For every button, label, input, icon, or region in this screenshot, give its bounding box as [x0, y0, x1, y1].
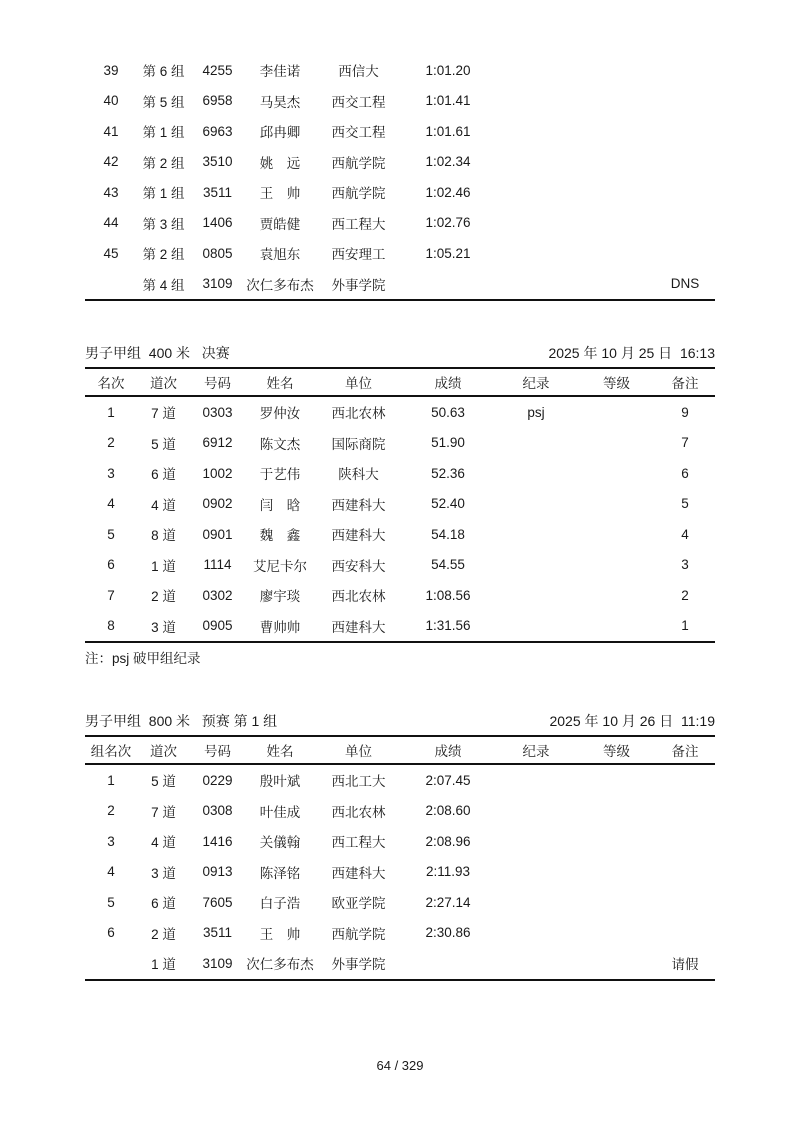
remark-cell: 1	[681, 618, 689, 634]
col-unit: 单位	[315, 737, 402, 764]
rank-cell: 42	[103, 154, 119, 170]
table-row	[85, 550, 715, 581]
result-cell: 2:08.96	[425, 833, 471, 849]
table-row	[85, 796, 715, 827]
record-cell	[494, 918, 578, 949]
unit-cell: 西北农林	[331, 406, 386, 422]
col-record: 纪录	[494, 369, 578, 396]
unit-cell: 西建科大	[331, 619, 386, 635]
result-cell: 1:02.76	[425, 215, 471, 231]
record-cell	[494, 489, 578, 520]
table-row	[85, 918, 715, 949]
heat-group-cell: 第 1 组	[142, 125, 185, 141]
rank-cell: 3	[107, 465, 115, 481]
record-cell	[494, 550, 578, 581]
lane-cell: 3 道	[151, 619, 176, 635]
remark-cell	[655, 55, 715, 86]
bib-cell: 0229	[202, 772, 233, 788]
unit-cell: 外事学院	[331, 277, 386, 293]
grade-cell	[578, 458, 655, 489]
rank-cell: 1	[107, 404, 115, 420]
remark-cell	[655, 116, 715, 147]
table-row	[85, 857, 715, 888]
bib-cell: 0913	[202, 864, 233, 880]
col-lane: 道次	[137, 737, 190, 764]
result-cell: 1:02.46	[425, 184, 471, 200]
table-row	[85, 55, 715, 86]
grade-cell	[578, 519, 655, 550]
heat-group-cell: 第 3 组	[142, 216, 185, 232]
record-cell	[494, 147, 578, 178]
grade-cell	[578, 269, 655, 301]
grade-cell	[578, 428, 655, 459]
table-header	[85, 369, 715, 396]
results-table-400m	[85, 369, 715, 643]
unit-cell: 欧亚学院	[331, 896, 386, 912]
col-bib: 号码	[190, 369, 245, 396]
name-cell: 马昊杰	[259, 94, 301, 110]
unit-cell: 西安科大	[331, 558, 386, 574]
table-row	[85, 948, 715, 980]
rank-cell: 1	[107, 772, 115, 788]
col-remark: 备注	[655, 369, 715, 396]
remark-cell: 5	[681, 496, 689, 512]
remark-cell	[655, 796, 715, 827]
record-cell: psj	[527, 404, 545, 420]
remark-cell: 2	[681, 587, 689, 603]
result-cell: 54.18	[431, 526, 465, 542]
table-row	[85, 86, 715, 117]
grade-cell	[578, 86, 655, 117]
rank-cell: 45	[103, 245, 119, 261]
lane-cell: 3 道	[151, 865, 176, 881]
col-name: 姓名	[245, 737, 315, 764]
unit-cell: 西工程大	[331, 216, 386, 232]
table-row	[85, 396, 715, 428]
unit-cell: 西建科大	[331, 497, 386, 513]
heat-group-cell: 第 1 组	[142, 186, 185, 202]
table-row	[85, 208, 715, 239]
page-number: 64 / 329	[376, 1058, 424, 1073]
col-record: 纪录	[494, 737, 578, 764]
name-cell: 曹帅帅	[259, 619, 301, 635]
name-cell: 贾皓健	[259, 216, 301, 232]
remark-cell	[655, 86, 715, 117]
name-cell: 廖宇琰	[259, 589, 301, 605]
remark-cell: 9	[681, 404, 689, 420]
section-title: 男子甲组 400 米 决赛	[85, 345, 230, 361]
name-cell: 白子浩	[259, 896, 301, 912]
section-400m-final	[0, 341, 800, 669]
rank-cell	[85, 269, 137, 301]
table-row	[85, 458, 715, 489]
unit-cell: 西交工程	[331, 94, 386, 110]
rank-cell: 4	[107, 864, 115, 880]
rank-cell: 41	[103, 123, 119, 139]
results-table-400m-body	[85, 396, 715, 642]
record-cell	[494, 764, 578, 796]
lane-cell: 7 道	[151, 804, 176, 820]
bib-cell: 0302	[202, 587, 233, 603]
col-rank: 名次	[85, 369, 137, 396]
record-cell	[494, 796, 578, 827]
grade-cell	[578, 826, 655, 857]
bib-cell: 6912	[202, 435, 233, 451]
record-note: 注：psj 破甲组纪录	[85, 651, 201, 666]
remark-cell: 3	[681, 557, 689, 573]
name-cell: 次仁多布杰	[246, 277, 314, 293]
table-row	[85, 519, 715, 550]
rank-cell: 6	[107, 925, 115, 941]
lane-cell: 2 道	[151, 589, 176, 605]
col-name: 姓名	[245, 369, 315, 396]
result-cell: 2:27.14	[425, 894, 471, 910]
name-cell: 闫 晗	[259, 497, 301, 513]
bib-cell: 3510	[202, 154, 233, 170]
rank-cell: 44	[103, 215, 119, 231]
record-cell	[494, 116, 578, 147]
grade-cell	[578, 55, 655, 86]
rank-cell: 5	[107, 526, 115, 542]
lane-cell: 2 道	[151, 926, 176, 942]
lane-cell: 8 道	[151, 528, 176, 544]
grade-cell	[578, 887, 655, 918]
unit-cell: 西航学院	[331, 155, 386, 171]
rank-cell: 39	[103, 62, 119, 78]
result-cell: 2:11.93	[425, 864, 471, 880]
rank-cell: 4	[107, 496, 115, 512]
record-cell	[494, 238, 578, 269]
rank-cell: 8	[107, 618, 115, 634]
grade-cell	[578, 918, 655, 949]
result-cell: 52.36	[431, 465, 465, 481]
table-row	[85, 887, 715, 918]
record-cell	[494, 458, 578, 489]
result-cell: 51.90	[431, 435, 465, 451]
heat-group-cell: 第 4 组	[142, 277, 185, 293]
result-cell: 2:07.45	[425, 772, 471, 788]
bib-cell: 1406	[202, 215, 233, 231]
bib-cell: 0902	[202, 496, 233, 512]
table-row	[85, 177, 715, 208]
table-row	[85, 826, 715, 857]
name-cell: 陈泽铭	[259, 865, 301, 881]
bib-cell: 0901	[202, 526, 233, 542]
table-row	[85, 116, 715, 147]
result-cell: 1:08.56	[425, 587, 471, 603]
unit-cell: 外事学院	[331, 957, 386, 973]
unit-cell: 西北农林	[331, 804, 386, 820]
section-800m-prelim	[0, 709, 800, 981]
name-cell: 李佳诺	[259, 64, 301, 80]
col-result: 成绩	[402, 369, 494, 396]
table-row	[85, 489, 715, 520]
grade-cell	[578, 208, 655, 239]
bib-cell: 4255	[202, 62, 233, 78]
result-cell: 1:31.56	[425, 618, 471, 634]
lane-cell: 5 道	[151, 774, 176, 790]
result-cell: 50.63	[431, 404, 465, 420]
unit-cell: 西航学院	[331, 186, 386, 202]
unit-cell: 西北工大	[331, 774, 386, 790]
header-row	[85, 369, 715, 396]
rank-cell: 6	[107, 557, 115, 573]
name-cell: 邱冉卿	[259, 125, 301, 141]
rank-cell: 3	[107, 833, 115, 849]
remark-cell	[655, 238, 715, 269]
table-row	[85, 428, 715, 459]
unit-cell: 西工程大	[331, 835, 386, 851]
lane-cell: 1 道	[151, 957, 176, 973]
col-grade: 等级	[578, 737, 655, 764]
result-cell: 2:30.86	[425, 925, 471, 941]
unit-cell: 西安理工	[331, 247, 386, 263]
name-cell: 艾尼卡尔	[253, 558, 307, 574]
table-row	[85, 580, 715, 611]
record-cell	[494, 86, 578, 117]
col-lane: 道次	[137, 369, 190, 396]
bib-cell: 3109	[202, 955, 233, 971]
heat-group-cell: 第 2 组	[142, 155, 185, 171]
bib-cell: 0805	[202, 245, 233, 261]
grade-cell	[578, 857, 655, 888]
record-cell	[494, 611, 578, 643]
name-cell: 陈文杰	[259, 436, 301, 452]
grade-cell	[578, 147, 655, 178]
record-cell	[494, 55, 578, 86]
col-grade: 等级	[578, 369, 655, 396]
rank-cell: 43	[103, 184, 119, 200]
bib-cell: 0308	[202, 803, 233, 819]
unit-cell: 国际商院	[331, 436, 386, 452]
unit-cell: 西建科大	[331, 528, 386, 544]
grade-cell	[578, 764, 655, 796]
record-cell	[494, 887, 578, 918]
result-cell: 1:01.20	[425, 62, 471, 78]
record-cell	[494, 269, 578, 301]
name-cell: 袁旭东	[259, 247, 301, 263]
col-unit: 单位	[315, 369, 402, 396]
name-cell: 次仁多布杰	[246, 957, 314, 973]
continuation-table-body	[85, 55, 715, 300]
result-cell	[402, 948, 494, 980]
table-row	[85, 147, 715, 178]
bib-cell: 1114	[203, 557, 232, 573]
remark-cell: 请假	[671, 957, 699, 973]
bib-cell: 3109	[202, 276, 233, 292]
header-row	[85, 737, 715, 764]
rank-cell: 5	[107, 894, 115, 910]
table-header	[85, 737, 715, 764]
section-title: 男子甲组 800 米 预赛 第 1 组	[85, 713, 278, 729]
unit-cell: 西建科大	[331, 865, 386, 881]
grade-cell	[578, 550, 655, 581]
rank-cell: 2	[107, 435, 115, 451]
remark-cell	[655, 208, 715, 239]
bib-cell: 6958	[202, 93, 233, 109]
name-cell: 叶佳成	[259, 804, 301, 820]
name-cell: 姚 远	[259, 155, 301, 171]
record-cell	[494, 519, 578, 550]
lane-cell: 7 道	[151, 406, 176, 422]
grade-cell	[578, 580, 655, 611]
heat-group-cell: 第 5 组	[142, 94, 185, 110]
unit-cell: 西交工程	[331, 125, 386, 141]
name-cell: 王 帅	[259, 186, 301, 202]
result-cell: 1:02.34	[425, 154, 471, 170]
record-cell	[494, 857, 578, 888]
grade-cell	[578, 489, 655, 520]
bib-cell: 3511	[202, 184, 233, 200]
remark-cell: 6	[681, 465, 689, 481]
rank-cell: 7	[107, 587, 115, 603]
continuation-table	[85, 55, 715, 301]
section-header	[85, 709, 715, 737]
results-table-800m	[85, 737, 715, 981]
table-row	[85, 764, 715, 796]
lane-cell: 4 道	[151, 497, 176, 513]
col-group-rank: 组名次	[85, 737, 137, 764]
table-row	[85, 269, 715, 301]
name-cell: 魏 鑫	[259, 528, 301, 544]
result-cell: 2:08.60	[425, 803, 471, 819]
lane-cell: 1 道	[151, 558, 176, 574]
grade-cell	[578, 611, 655, 643]
section-header	[85, 341, 715, 369]
bib-cell: 0303	[202, 404, 233, 420]
lane-cell: 5 道	[151, 436, 176, 452]
record-cell	[494, 580, 578, 611]
record-cell	[494, 948, 578, 980]
grade-cell	[578, 177, 655, 208]
remark-cell	[655, 764, 715, 796]
record-cell	[494, 208, 578, 239]
remark-cell: 7	[681, 435, 689, 451]
section-datetime: 2025 年 10 月 25 日 16:13	[548, 345, 715, 361]
grade-cell	[578, 238, 655, 269]
col-bib: 号码	[190, 737, 245, 764]
record-cell	[494, 826, 578, 857]
grade-cell	[578, 948, 655, 980]
rank-cell: 2	[107, 803, 115, 819]
bib-cell: 7605	[202, 894, 233, 910]
result-cell	[402, 269, 494, 301]
result-cell: 1:01.41	[425, 93, 471, 109]
lane-cell: 4 道	[151, 835, 176, 851]
bib-cell: 1416	[202, 833, 233, 849]
unit-cell: 西北农林	[331, 589, 386, 605]
result-cell: 54.55	[431, 557, 465, 573]
remark-cell	[655, 857, 715, 888]
name-cell: 关儀翰	[259, 835, 301, 851]
grade-cell	[578, 396, 655, 428]
col-result: 成绩	[402, 737, 494, 764]
result-cell: 1:01.61	[425, 123, 471, 139]
name-cell: 罗仲汝	[259, 406, 301, 422]
record-cell	[494, 177, 578, 208]
unit-cell: 西航学院	[331, 926, 386, 942]
grade-cell	[578, 116, 655, 147]
heat-group-cell: 第 6 组	[142, 64, 185, 80]
lane-cell: 6 道	[151, 467, 176, 483]
remark-cell	[655, 826, 715, 857]
remark-cell	[655, 147, 715, 178]
table-row	[85, 238, 715, 269]
grade-cell	[578, 796, 655, 827]
bib-cell: 3511	[202, 925, 233, 941]
lane-cell: 6 道	[151, 896, 176, 912]
bib-cell: 6963	[202, 123, 233, 139]
remark-cell	[655, 918, 715, 949]
record-cell	[494, 428, 578, 459]
unit-cell: 陕科大	[338, 467, 379, 483]
bib-cell: 0905	[202, 618, 233, 634]
name-cell: 殷叶斌	[259, 774, 301, 790]
rank-cell: 40	[103, 93, 119, 109]
remark-cell	[655, 887, 715, 918]
result-cell: 1:05.21	[425, 245, 471, 261]
result-cell: 52.40	[431, 496, 465, 512]
unit-cell: 西信大	[338, 64, 379, 80]
bib-cell: 1002	[202, 465, 233, 481]
remark-cell	[655, 177, 715, 208]
remark-cell: DNS	[670, 276, 700, 292]
name-cell: 于艺伟	[259, 467, 301, 483]
col-remark: 备注	[655, 737, 715, 764]
name-cell: 王 帅	[259, 926, 301, 942]
results-table-800m-body	[85, 764, 715, 980]
section-datetime: 2025 年 10 月 26 日 11:19	[549, 713, 715, 729]
heat-group-cell: 第 2 组	[142, 247, 185, 263]
remark-cell: 4	[681, 526, 689, 542]
table-row	[85, 611, 715, 643]
rank-cell	[85, 948, 137, 980]
